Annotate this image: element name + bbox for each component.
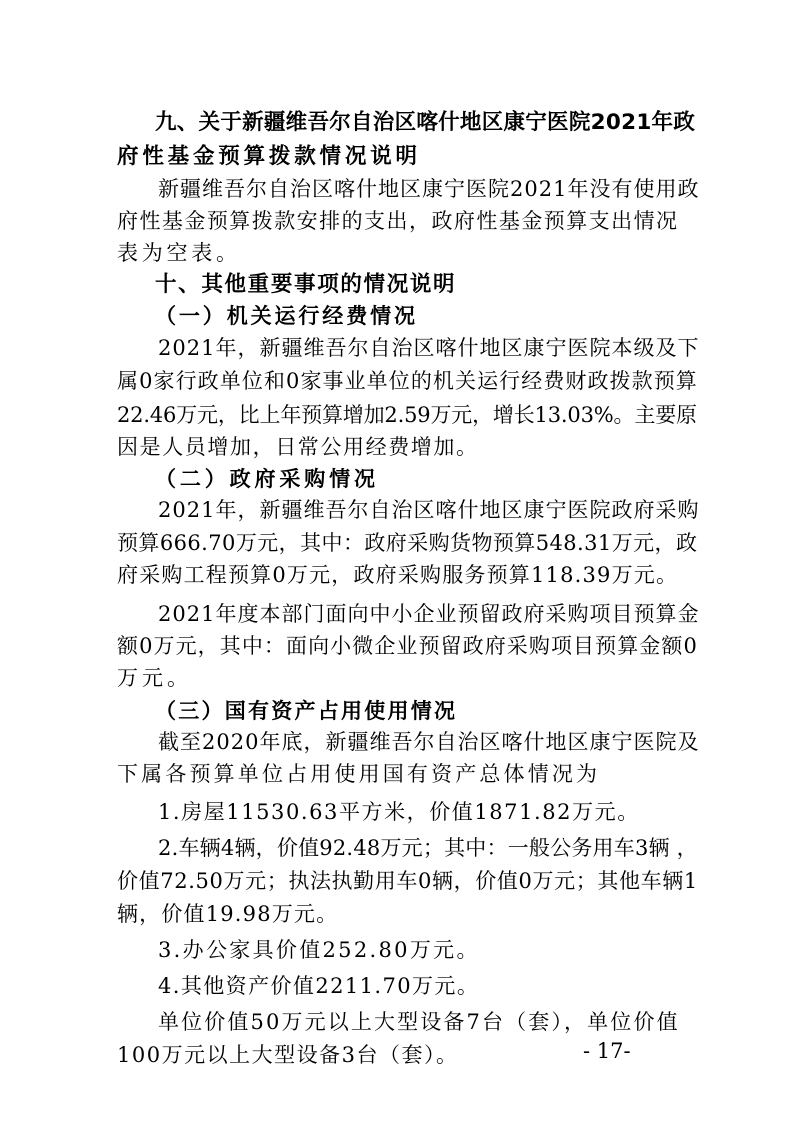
paragraph-line: 单位价值50万元以上大型设备7台（套），单位价值 [158, 1010, 680, 1034]
paragraph-line: 府采购工程预算0万元，政府采购服务预算118.39万元。 [117, 563, 679, 587]
paragraph-line: 府性基金预算拨款安排的支出，政府性基金预算支出情况 [117, 209, 679, 233]
list-item-other-assets: 4.其他资产价值2211.70万元。 [158, 974, 480, 998]
paragraph-line: 下属各预算单位占用使用国有资产总体情况为 [117, 762, 601, 786]
subheading-state-assets: （三）国有资产占用使用情况 [155, 698, 458, 723]
paragraph-line: 100万元以上大型设备3台（套）。 [117, 1043, 459, 1067]
paragraph-line: 2021年，新疆维吾尔自治区喀什地区康宁医院本级及下 [158, 336, 700, 360]
list-item-furniture: 3.办公家具价值252.80万元。 [158, 938, 480, 962]
paragraph-line: 新疆维吾尔自治区喀什地区康宁医院2021年没有使用政 [158, 177, 700, 201]
heading-section-9-line2: 府性基金预算拨款情况说明 [117, 144, 421, 169]
subheading-operating-costs: （一）机关运行经费情况 [155, 303, 418, 328]
subheading-government-procurement: （二）政府采购情况 [155, 466, 379, 491]
list-item-vehicles: 2.车辆4辆，价值92.48万元；其中：一般公务用车3辆 ， [158, 836, 698, 860]
paragraph-line: 2021年度本部门面向中小企业预留政府采购项目预算金 [158, 602, 700, 626]
paragraph-line: 辆，价值19.98万元。 [117, 902, 339, 926]
list-item-buildings: 1.房屋11530.63平方米，价值1871.82万元。 [158, 800, 640, 824]
paragraph-line: 因是人员增加，日常公用经费增加。 [117, 435, 479, 459]
paragraph-line: 预算666.70万元，其中：政府采购货物预算548.31万元，政 [117, 531, 698, 555]
paragraph-line: 属0家行政单位和0家事业单位的机关运行经费财政拨款预算 [117, 369, 698, 393]
page-number: - 17- [583, 1039, 631, 1063]
paragraph-line: 表为空表。 [117, 241, 241, 265]
heading-section-10: 十、其他重要事项的情况说明 [155, 272, 457, 297]
paragraph-line: 价值72.50万元；执法执勤用车0辆，价值0万元；其他车辆1 [117, 869, 698, 893]
paragraph-line: 截至2020年底，新疆维吾尔自治区喀什地区康宁医院及 [158, 730, 700, 754]
heading-section-9-line1: 九、关于新疆维吾尔自治区喀什地区康宁医院2021年政 [155, 110, 696, 135]
paragraph-line: 2021年，新疆维吾尔自治区喀什地区康宁医院政府采购 [158, 498, 700, 522]
paragraph-line: 额0万元，其中：面向小微企业预留政府采购项目预算金额0 [117, 634, 698, 658]
paragraph-line: 22.46万元，比上年预算增加2.59万元，增长13.03%。主要原 [117, 403, 697, 427]
paragraph-line: 万元。 [117, 666, 192, 690]
